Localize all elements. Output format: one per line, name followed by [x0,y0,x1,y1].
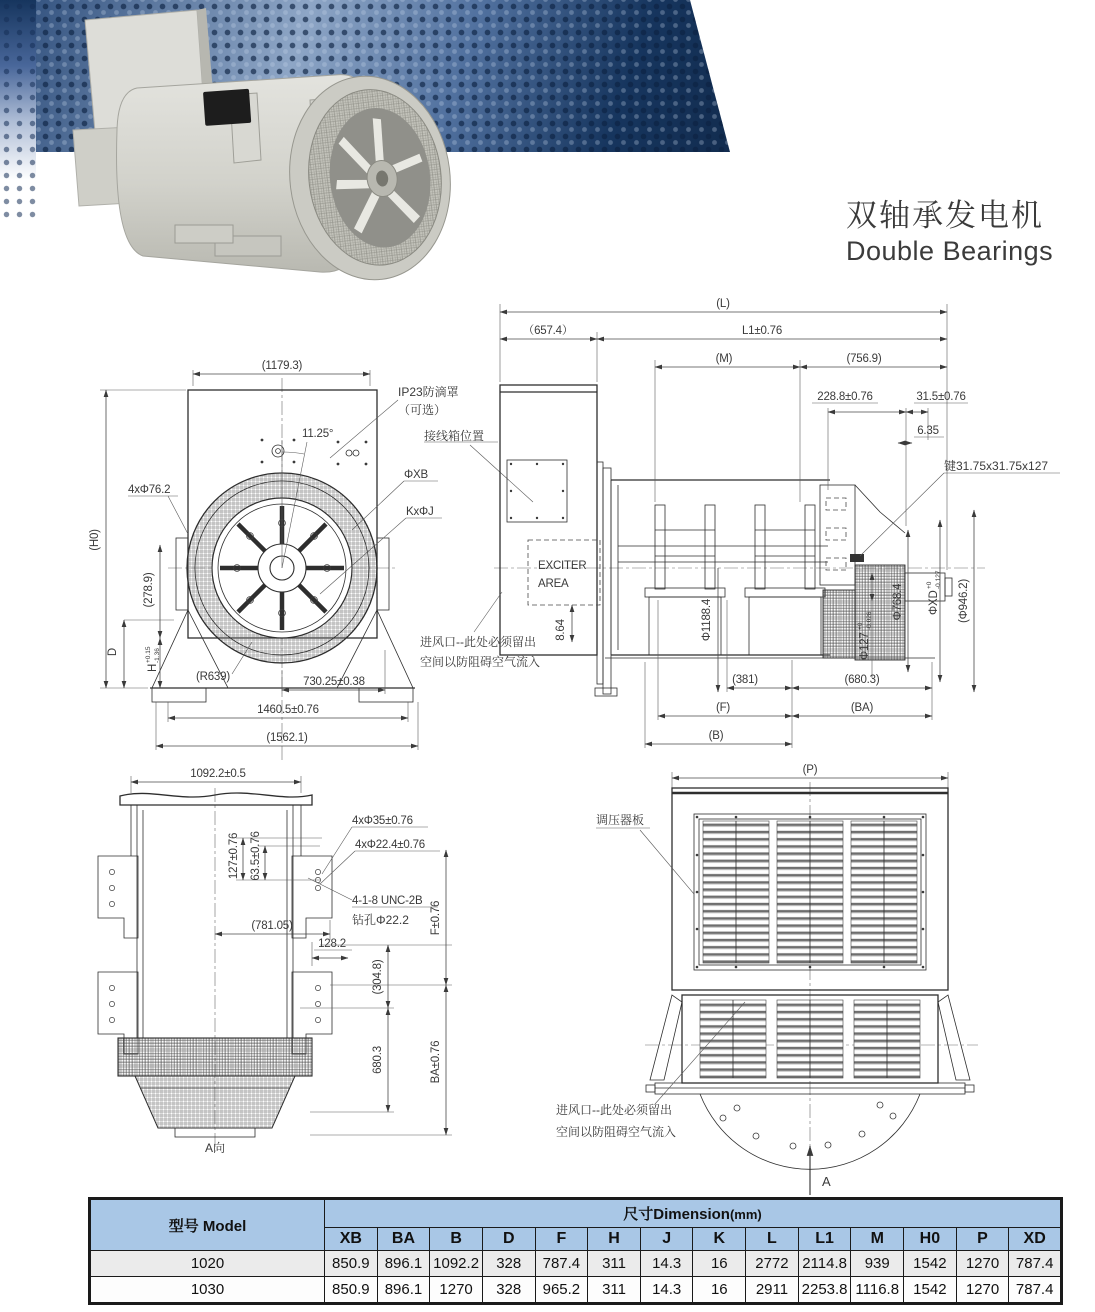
box-dots [510,463,564,519]
dim-946: (Φ946.2) [958,578,970,624]
label-unc-1: 4-1-8 UNC-2B [352,895,423,907]
cell: 1092.2 [430,1251,483,1277]
cell: 787.4 [1009,1251,1062,1277]
col-header-xd: XD [1009,1228,1062,1251]
svg-text:H: H [147,663,159,672]
generator-photo [25,0,455,285]
col-header-m: M [851,1228,904,1251]
dim-127b: 127±0.76 [228,832,240,880]
bolt-dots [261,439,368,466]
photo-nameplate [203,89,251,126]
cell: 2253.8 [798,1277,851,1304]
svg-text:-0.127: -0.127 [935,570,942,589]
svg-text:-0.026: -0.026 [866,611,873,630]
note-air-inlet-2: 空间以防阻碍空气流入 [420,655,541,669]
dim-h-tolerance [145,646,161,672]
col-header-d: D [482,1228,535,1251]
dim-B: (B) [708,730,724,742]
svg-text:+0: +0 [857,622,864,630]
label-ip23-opt: （可选） [398,403,447,417]
dim-278: (278.9) [143,572,155,608]
cell: 14.3 [640,1251,693,1277]
col-header-f: F [535,1228,588,1251]
dim-315: 31.5±0.76 [916,391,966,403]
note-air-inlet-1: 进风口--此处必须留出 [420,635,536,649]
dim-f-b: F±0.76 [430,900,442,936]
dim-864: 8.64 [555,619,567,641]
cell: 1270 [430,1277,483,1304]
note-air-inlet-p2: 空间以防阻碍空气流入 [556,1125,677,1139]
cell: 16 [693,1277,746,1304]
dim-xd-tolerance [926,570,942,615]
col-header-l: L [746,1228,799,1251]
cell: 939 [851,1251,904,1277]
dim-781: (781.05) [251,920,293,932]
dim-3048: (304.8) [372,959,384,995]
label-exciter-1: EXCITER [538,560,587,572]
dim-228: 228.8±0.76 [817,391,873,403]
dim-657: （657.4） [522,325,574,337]
dim-r639: (R639) [196,671,230,683]
dimension-table [88,1197,1063,1305]
cell: 787.4 [1009,1277,1062,1304]
title-block [846,190,1053,267]
cell: 787.4 [535,1251,588,1277]
table-row [90,1277,1062,1304]
note-air-inlet-p1: 进风口--此处必须留出 [556,1103,672,1117]
svg-text:+0: +0 [926,581,933,589]
dim-P: (P) [802,764,818,776]
col-header-h: H [588,1228,641,1251]
col-header-h0: H0 [904,1228,957,1251]
table-header-dimension [325,1199,1062,1228]
dim-1282: 128.2 [318,938,346,950]
dim-1562: (1562.1) [266,732,308,744]
dim-1460: 1460.5±0.76 [257,704,319,716]
cell: 311 [588,1277,641,1304]
cell: 1116.8 [851,1277,904,1304]
dim-L: (L) [716,298,730,310]
dim-381: (381) [732,674,758,686]
page-title-en: Double Bearings [846,236,1054,266]
svg-text:ΦXD: ΦXD [928,590,940,615]
photo-foot [175,225,233,243]
cell: 896.1 [377,1277,430,1304]
dim-1188: Φ1188.4 [701,598,713,642]
svg-text:+0.15: +0.15 [145,646,152,663]
side-view [420,298,1060,748]
view-a-label: A向 [204,1141,226,1155]
table-row [90,1251,1062,1277]
model-1030: 1030 [90,1277,325,1304]
cell: 850.9 [325,1251,378,1277]
dim-1092: 1092.2±0.5 [190,768,246,780]
dim-6803: 680.3 [372,1046,384,1074]
page-title-cn: 双轴承发电机 [846,198,1044,233]
dim-680: (680.3) [844,674,880,686]
label-unc-2: 钻孔Φ22.2 [352,913,409,927]
louver-grille-upper [703,821,917,963]
cell: 2772 [746,1251,799,1277]
cell: 896.1 [377,1251,430,1277]
louver-grille-lower [700,1000,920,1078]
header-dim-unit: (mm) [729,1207,762,1222]
label-terminal-box: 接线箱位置 [424,429,485,443]
dim-L1: L1±0.76 [741,325,783,337]
cell: 1270 [956,1251,1009,1277]
header-dim-en: Dimension [653,1206,730,1223]
cell: 1270 [956,1277,1009,1304]
model-1020: 1020 [90,1251,325,1277]
svg-text:Φ127: Φ127 [859,632,871,660]
label-exciter-2: AREA [538,578,569,590]
cell: 1542 [904,1251,957,1277]
cell: 2911 [746,1277,799,1304]
svg-text:-1.36: -1.36 [154,648,161,663]
view-p [556,764,978,1195]
col-header-b: B [430,1228,483,1251]
cell: 328 [482,1251,535,1277]
dim-730: 730.25±0.38 [303,676,365,688]
dim-635b: 63.5±0.76 [250,831,262,881]
label-ip23: IP23防滴罩 [398,385,459,399]
cell: 1542 [904,1277,957,1304]
dim-4x35: 4xΦ35±0.76 [352,815,413,827]
label-key: 键31.75x31.75x127 [944,459,1049,473]
dim-768: Φ768.4 [892,583,904,621]
cell: 328 [482,1277,535,1304]
col-header-j: J [640,1228,693,1251]
dim-angle: 11.25° [302,428,334,440]
technical-drawings [0,290,1095,1195]
header-dim-cn: 尺寸 [623,1206,654,1223]
view-direction-label: A [822,1174,831,1189]
front-view [89,360,533,760]
dim-BA: (BA) [850,702,874,714]
cell: 2114.8 [798,1251,851,1277]
dim-756: (756.9) [846,353,882,365]
col-header-p: P [956,1228,1009,1251]
cell: 965.2 [535,1277,588,1304]
table-header-model: 型号 Model [90,1199,325,1251]
label-kj: KxΦJ [406,506,434,518]
dim-ba-b: BA±0.76 [430,1040,442,1084]
col-header-k: K [693,1228,746,1251]
cell: 311 [588,1251,641,1277]
dim-F: (F) [715,702,731,714]
cell: 16 [693,1251,746,1277]
shaft-key [850,554,864,562]
cell: 850.9 [325,1277,378,1304]
dim-635: 6.35 [917,425,939,437]
label-xb: ΦXB [404,469,428,481]
dim-1179: (1179.3) [261,360,303,372]
col-header-ba: BA [377,1228,430,1251]
page-header [0,0,1095,290]
col-header-xb: XB [325,1228,378,1251]
view-a [98,768,452,1155]
dim-4x224: 4xΦ22.4±0.76 [355,839,425,851]
dome-bolts [720,1102,896,1149]
dim-M: (M) [715,353,733,365]
pedestal-supports [645,505,825,655]
cell: 14.3 [640,1277,693,1304]
dim-h0: (H0) [89,529,101,551]
dim-4x76: 4xΦ76.2 [128,484,171,496]
label-regulator: 调压器板 [596,813,645,827]
col-header-l1: L1 [798,1228,851,1251]
dim-d: D [107,647,119,657]
